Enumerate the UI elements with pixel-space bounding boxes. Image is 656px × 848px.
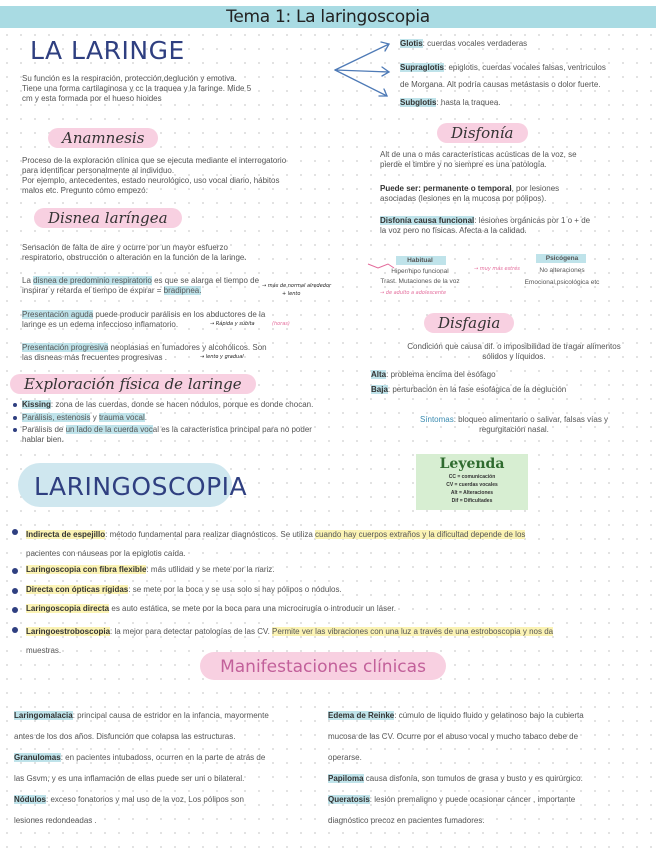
- bullet: [12, 607, 18, 613]
- text: neoplasias en fumadores y alcohólicos. Son: [108, 343, 267, 352]
- term: Parálisis, estenosis: [22, 413, 91, 422]
- supraglotis-row: [400, 59, 650, 93]
- text: operarse.: [328, 753, 362, 762]
- habitual-item: Hiper/hipo funcional: [391, 268, 449, 275]
- text: regurgitación nasal.: [479, 425, 549, 434]
- disfonia-p3: [380, 216, 648, 236]
- manif-right: [328, 705, 652, 831]
- text: .: [144, 413, 147, 422]
- term: trauma vocal: [98, 413, 145, 422]
- text: antes de los dos años. Disfunción que colapsa las estructuras.: [14, 732, 236, 741]
- exploracion-heading: Exploración física de laringe: [10, 374, 256, 394]
- sintomas-term: Síntomas: [419, 415, 454, 424]
- note-scrawl: → más de normal alrededor: [262, 283, 332, 289]
- manif-nodulos: [14, 789, 320, 810]
- bullet: [12, 568, 18, 574]
- habitual-label: Habitual: [407, 257, 433, 264]
- text: : bloqueo alimentario o salivar, falsas vías y: [453, 415, 609, 424]
- subglotis-desc: : hasta la traquea.: [436, 98, 501, 107]
- text: , por lesiones: [511, 184, 560, 193]
- text: La: [22, 276, 34, 285]
- legend-box: [416, 454, 528, 510]
- text: causa disfonía, son tumulos de grasa y busto y es quirúrgico.: [363, 774, 583, 783]
- term: Directa con ópticas rígidas: [26, 585, 129, 594]
- text: : zona de las cuerdas, donde se hacen nódulos, porque es donde chocan.: [50, 400, 314, 409]
- bullet: [13, 416, 17, 420]
- subglotis-term: Subglotis: [400, 98, 437, 107]
- bullet: [12, 588, 18, 594]
- disfagia-heading: Disfagia: [424, 313, 514, 333]
- supraglotis-term: Supraglotis: [400, 63, 445, 72]
- text: : exceso fonatorios y mal uso de la voz, Los pólipos son: [46, 795, 244, 804]
- term: Nódulos: [14, 795, 46, 804]
- term: Disfonía causa funcional: [380, 216, 475, 225]
- text: hablar bien.: [22, 435, 64, 444]
- text: : se mete por la boca y se usa solo si hay pólipos o nódulos.: [128, 585, 342, 594]
- manif-left: [14, 705, 320, 831]
- text: asociadas (lesiones en la mucosa por pólipos).: [380, 194, 547, 203]
- laringe-line: Su función es la respiración, protección,deglución y emotiva.: [22, 74, 237, 83]
- note-scrawl: → muy más estrés: [474, 266, 520, 272]
- legend-title: Leyenda: [439, 456, 505, 472]
- exploracion-b2: [22, 413, 372, 423]
- psicogena-label: Psicógena: [545, 255, 579, 262]
- laringe-line: Tiene una forma cartilaginosa y cc la traquea y la faringe. Mide 5: [22, 84, 252, 93]
- laringoscopia-i1: [26, 525, 652, 563]
- manif-papiloma: [328, 768, 652, 789]
- exploracion-b1: [22, 400, 372, 410]
- habitual-item: Trast. Mutaciones de la voz: [380, 278, 460, 285]
- arrows-icon: [325, 36, 395, 100]
- laringe-heading: LA LARINGE: [30, 36, 185, 65]
- bullet: [13, 403, 17, 407]
- text: las disneas más frecuentes progresivas .: [22, 353, 167, 362]
- text: : lesiones orgánicas por 1 o + de: [474, 216, 591, 225]
- disnea-text: [22, 243, 342, 263]
- term: Laringoestroboscopia: [26, 627, 111, 636]
- laringoscopia-i3: [26, 585, 652, 595]
- laringoscopia-i2: [26, 565, 652, 575]
- disfagia-line: Condición que causa dif. o imposibilidad de tragar alimentos: [407, 342, 621, 351]
- psicogena-item: No alteraciones: [539, 267, 585, 274]
- term: Permite ver las vibraciones con una luz a través de una estroboscopia y nos da: [272, 627, 554, 636]
- disfonia-heading: Disfonía: [437, 123, 528, 143]
- text: Parálisis de: [22, 425, 66, 434]
- disnea-p3: [22, 310, 342, 330]
- text: las Gsvm, y es una inflamación de ellas puede ser uni o bilateral.: [14, 774, 245, 783]
- disnea-line: Sensación de falta de aire y ocurre por un mayor esfuerzo: [22, 243, 228, 252]
- glotis-row: [400, 39, 650, 49]
- disfagia-text: [380, 342, 648, 362]
- legend-item: CC = comunicación: [448, 474, 496, 480]
- supraglotis-desc: de Morgana. Alt podría causas metástasis o dolor fuerte.: [400, 80, 601, 89]
- text: la voz pero no físicas. Afecta a la calidad.: [380, 226, 527, 235]
- aguda-mark: Presentación aguda: [22, 310, 94, 319]
- text: pacientes con náuseas por la epiglotis caída.: [26, 549, 186, 558]
- term: Laringomalacia: [14, 711, 73, 720]
- bullet: [13, 428, 17, 432]
- anamnesis-text: [22, 156, 342, 196]
- page-title: Tema 1: La laringoscopia: [226, 7, 430, 27]
- term: Granulomas: [14, 753, 61, 762]
- note-scrawl: (horas): [272, 321, 290, 327]
- manifestaciones-highlight: [200, 652, 446, 680]
- text: : la mejor para detectar patologías de las CV.: [110, 627, 273, 636]
- laringoscopia-i4: [26, 604, 652, 614]
- text: laringe es un edema infeccioso inflamatorio.: [22, 320, 179, 329]
- text: : en pacientes intubadoss, ocurren en la parte de atrás de: [60, 753, 266, 762]
- text: : cúmulo de liquido fluido y gelatinoso bajo la cubierta: [394, 711, 584, 720]
- disnea-line: respiratorio, obstrucción o alteración en la función de la laringe.: [22, 253, 247, 262]
- text: : perturbación en la fase esofágica de la deglución: [387, 385, 567, 394]
- text: mucosa de las CV. Ocurre por el abuso vocal y mucho tabaco debe de: [328, 732, 579, 741]
- kissing-term: Kissing: [22, 400, 51, 409]
- term: Laringoscopia con fibra flexible: [26, 565, 147, 574]
- bradipnea-mark: bradipnea.: [163, 286, 202, 295]
- title-bar: [0, 6, 656, 28]
- exploracion-b3: [22, 425, 372, 445]
- term: Edema de Reinke: [328, 711, 395, 720]
- text: al es la característica principal para no poder: [152, 425, 312, 434]
- term: Indirecta de espejillo: [26, 530, 106, 539]
- note-scrawl: → Rápida y súbita: [210, 321, 255, 327]
- disfagia-baja: [371, 385, 651, 395]
- subglotis-row: [400, 98, 650, 108]
- text: muestras.: [26, 646, 62, 655]
- text: : lesión premaligno y puede ocasionar cáncer , importante: [369, 795, 576, 804]
- disfonia-line: Alt de una o más características acústicas de la voz, se: [380, 150, 577, 159]
- legend-item: CV = cuerdas vocales: [446, 482, 498, 488]
- text: lesiones redondeadas .: [14, 816, 97, 825]
- progresiva-mark: Presentación progresiva: [22, 343, 109, 352]
- disfagia-line: sólidos y líquidos.: [482, 352, 546, 361]
- note-scrawl: → lento y gradual: [200, 354, 244, 360]
- supraglotis-desc: : epiglotis, cuerdas vocales falsas, ventriculos: [444, 63, 606, 72]
- glotis-term: Glotis: [400, 39, 423, 48]
- manif-laringomalacia: [14, 705, 320, 726]
- disfonia-line: pierde el timbre y no siempre es una patología.: [380, 160, 547, 169]
- legend-item: Alt = Alteraciones: [450, 490, 494, 496]
- laringe-line: cm y esta formada por el hueso hioides: [22, 94, 162, 103]
- anamnesis-line: malos etc. Pregunto cómo empezó.: [22, 186, 148, 195]
- disnea-heading: Disnea laríngea: [34, 208, 182, 228]
- term: un lado de la cuerda voc: [65, 425, 153, 434]
- laringoscopia-heading: LARINGOSCOPIA: [34, 472, 248, 501]
- anamnesis-line: para identificar personalmente al individuo.: [22, 166, 175, 175]
- anamnesis-line: Por ejemplo, antecedentes, estado neurológico, uso vocal diario, hábitos: [22, 176, 280, 185]
- anamnesis-line: Proceso de la exploración clínica que se ejecuta mediante el interrogatorio: [22, 156, 287, 165]
- text: : método fundamental para realizar diagnósticos. Se utiliza: [105, 530, 316, 539]
- glotis-desc: : cuerdas vocales verdaderas: [422, 39, 528, 48]
- text: puede producir parálisis en los abductores de la: [93, 310, 266, 319]
- note-scrawl: → de adulto a adolescente: [380, 290, 447, 296]
- text: es que se alarga el tiempo de: [151, 276, 260, 285]
- disfagia-alta: [371, 370, 651, 380]
- bullet: [12, 529, 18, 535]
- text: diagnóstico precoz en pacientes fumadores.: [328, 816, 485, 825]
- psicogena-item: Emocional,psicológica etc: [524, 279, 600, 286]
- term: cuando hay cuerpos extraños y la dificultad depende de los: [315, 530, 526, 539]
- manif-queratosis: [328, 789, 652, 810]
- text: inspirar y retarda el tiempo de expirar =: [22, 286, 164, 295]
- arrow-icon: [366, 260, 396, 274]
- legend-item: Dif = Dificultades: [451, 498, 493, 504]
- term: Laringoscopia directa: [26, 604, 110, 613]
- disnea-p4: [22, 343, 342, 363]
- anamnesis-heading: Anamnesis: [48, 128, 158, 148]
- text: es auto estática, se mete por la boca para una microcirugía o introducir un láser.: [109, 604, 396, 613]
- laringe-text: [22, 74, 342, 104]
- disfonia-p2: [380, 184, 648, 204]
- term: Queratosis: [328, 795, 370, 804]
- baja-term: Baja: [371, 385, 388, 394]
- alta-term: Alta: [371, 370, 387, 379]
- disnea-mark: disnea de predominio respiratorio: [33, 276, 152, 285]
- note-scrawl: + lento: [282, 291, 301, 297]
- text: : principal causa de estridor en la infancia, mayormente: [72, 711, 269, 720]
- text: : más utilidad y se mete por la nariz.: [146, 565, 275, 574]
- manifestaciones-heading: Manifestaciones clínicas: [220, 657, 426, 677]
- term: Puede ser: permanente o temporal: [380, 184, 512, 193]
- disfagia-sintomas: [380, 415, 648, 435]
- term: Papiloma: [328, 774, 364, 783]
- manif-edema: [328, 705, 652, 726]
- text: y: [90, 413, 99, 422]
- bullet: [12, 627, 18, 633]
- manif-granulomas: [14, 747, 320, 768]
- text: : problema encima del esófago: [386, 370, 496, 379]
- disfonia-text: [380, 150, 648, 170]
